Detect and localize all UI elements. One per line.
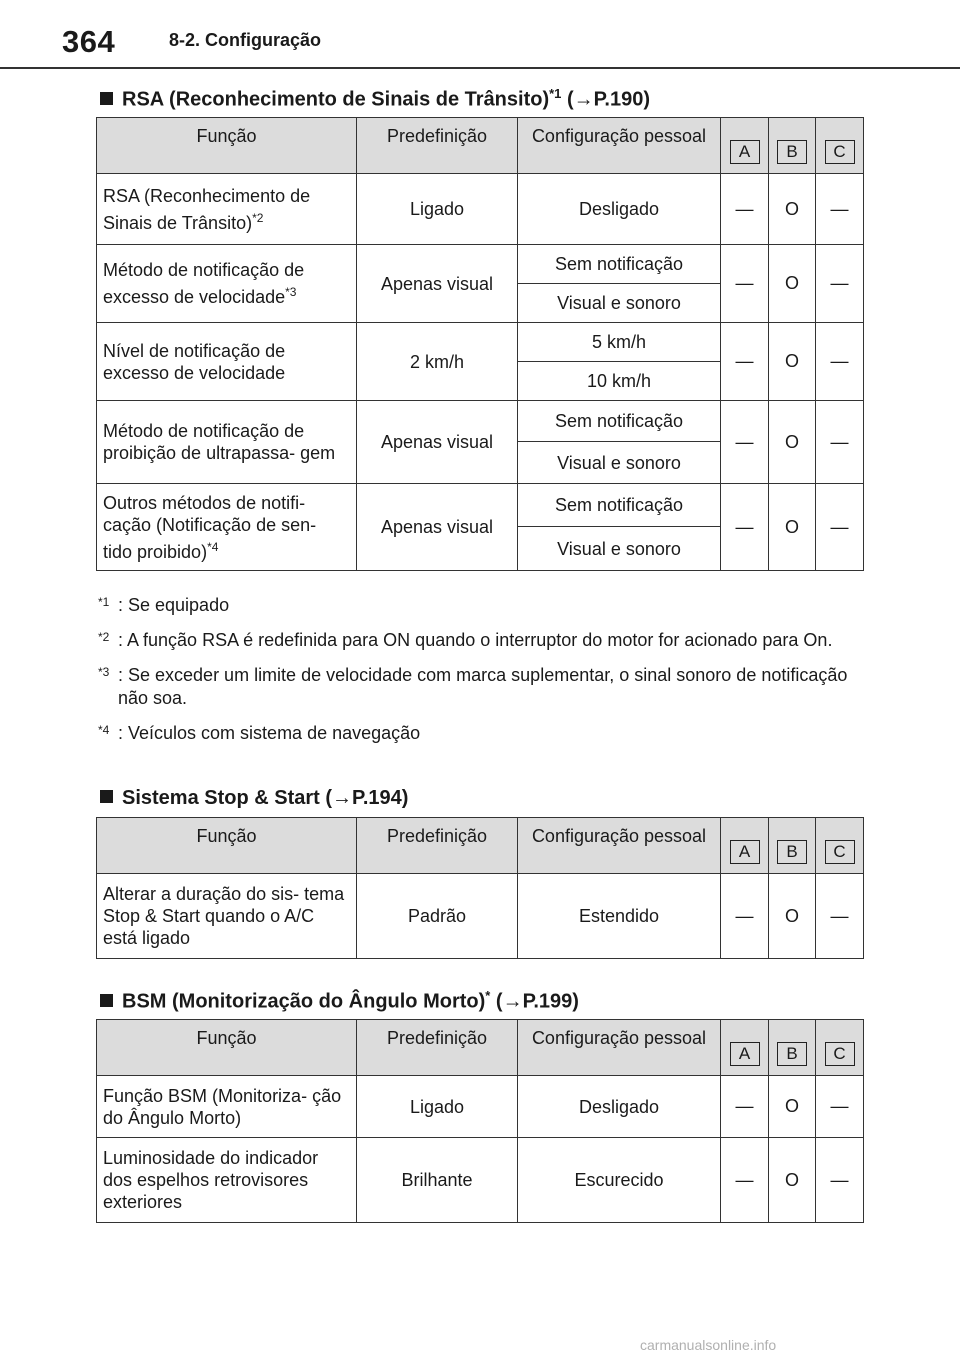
col-header-b bbox=[769, 1020, 816, 1076]
col-header-function: Função bbox=[97, 118, 357, 174]
row-default: Apenas visual bbox=[357, 484, 518, 571]
row-c: — bbox=[816, 874, 864, 959]
table-row bbox=[97, 1138, 864, 1223]
col-header-c bbox=[816, 1020, 864, 1076]
row-c: — bbox=[816, 401, 864, 484]
bsm-page-ref[interactable]: (→P.199) bbox=[495, 990, 579, 1013]
letter-a-box: A bbox=[730, 840, 760, 864]
row-a: — bbox=[721, 1138, 769, 1223]
row-b: O bbox=[769, 174, 816, 245]
letter-a-box: A bbox=[730, 1042, 760, 1066]
table-row bbox=[97, 1076, 864, 1138]
row-option: 5 km/h bbox=[518, 323, 721, 362]
row-function: Função BSM (Monitoriza- ção do Ângulo Morto) bbox=[97, 1076, 357, 1138]
row-default: Apenas visual bbox=[357, 245, 518, 323]
letter-b-box: B bbox=[777, 840, 807, 864]
col-header-b bbox=[769, 818, 816, 874]
row-default: Apenas visual bbox=[357, 401, 518, 484]
col-header-b bbox=[769, 118, 816, 174]
table-row bbox=[97, 323, 864, 362]
row-default: Brilhante bbox=[357, 1138, 518, 1223]
row-default: Padrão bbox=[357, 874, 518, 959]
footnote: *1 : Se equipado bbox=[98, 595, 230, 615]
row-a: — bbox=[721, 174, 769, 245]
table-row bbox=[97, 245, 864, 284]
footnote: *2 : A função RSA é redefinida para ON quando o interruptor do motor for acionado para On. bbox=[98, 630, 833, 650]
row-function: Luminosidade do indicador dos espelhos retrovisores exteriores bbox=[97, 1138, 357, 1223]
page-number: 364 bbox=[62, 24, 116, 59]
col-header-default: Predefinição bbox=[357, 1020, 518, 1076]
rsa-title-footnote: *1 bbox=[549, 86, 562, 101]
row-default: 2 km/h bbox=[357, 323, 518, 401]
row-option: 10 km/h bbox=[518, 362, 721, 401]
row-option: Visual e sonoro bbox=[518, 442, 721, 484]
col-header-default: Predefinição bbox=[357, 118, 518, 174]
row-option: Visual e sonoro bbox=[518, 284, 721, 323]
row-function: Método de notificação de proibição de ultrapassa- gem bbox=[97, 401, 357, 484]
col-header-function: Função bbox=[97, 818, 357, 874]
row-c: — bbox=[816, 1076, 864, 1138]
row-c: — bbox=[816, 323, 864, 401]
row-a: — bbox=[721, 323, 769, 401]
row-a: — bbox=[721, 484, 769, 571]
bsm-title-footnote: * bbox=[485, 988, 491, 1003]
square-bullet-icon bbox=[100, 790, 113, 803]
rsa-heading bbox=[100, 86, 650, 112]
row-function: Outros métodos de notifi- cação (Notificação de sen- tido proibido)$^{*4}$ bbox=[97, 484, 357, 571]
col-header-c bbox=[816, 818, 864, 874]
stop-start-page-ref[interactable]: (→P.194) bbox=[325, 787, 409, 809]
col-header-personal: Configuração pessoal bbox=[518, 1020, 721, 1076]
col-header-c bbox=[816, 118, 864, 174]
rsa-page-ref[interactable]: (→P.190) bbox=[566, 88, 650, 111]
row-option: Desligado bbox=[518, 174, 721, 245]
rsa-settings-table bbox=[96, 117, 864, 571]
letter-a-box: A bbox=[730, 140, 760, 164]
row-b: O bbox=[769, 1138, 816, 1223]
row-a: — bbox=[721, 401, 769, 484]
row-option: Visual e sonoro bbox=[518, 527, 721, 571]
page-header bbox=[0, 0, 960, 68]
table-header-row bbox=[97, 1020, 864, 1076]
row-a: — bbox=[721, 245, 769, 323]
row-function: Método de notificação de excesso de velocidade$^{*3}$ bbox=[97, 245, 357, 323]
row-option: Desligado bbox=[518, 1076, 721, 1138]
row-option: Sem notificação bbox=[518, 484, 721, 527]
bsm-title: BSM (Monitorização do Ângulo Morto) bbox=[122, 990, 486, 1013]
stop-start-settings-table bbox=[96, 817, 864, 959]
col-header-default: Predefinição bbox=[357, 818, 518, 874]
bsm-settings-table bbox=[96, 1019, 864, 1223]
col-header-personal: Configuração pessoal bbox=[518, 818, 721, 874]
row-function: RSA (Reconhecimento de Sinais de Trânsito)$^{*2}$ bbox=[97, 174, 357, 245]
col-header-a bbox=[721, 1020, 769, 1076]
header-divider bbox=[0, 67, 960, 69]
col-header-a bbox=[721, 118, 769, 174]
row-c: — bbox=[816, 174, 864, 245]
row-b: O bbox=[769, 1076, 816, 1138]
footnote: *3 : Se exceder um limite de velocidade com marca suplementar, o sinal sonoro de notificação não soa. bbox=[98, 665, 848, 708]
footnote: *4 : Veículos com sistema de navegação bbox=[98, 723, 421, 743]
row-b: O bbox=[769, 484, 816, 571]
row-a: — bbox=[721, 1076, 769, 1138]
row-default: Ligado bbox=[357, 1076, 518, 1138]
square-bullet-icon bbox=[100, 994, 113, 1007]
row-option: Escurecido bbox=[518, 1138, 721, 1223]
letter-c-box: C bbox=[825, 840, 855, 864]
row-default: Ligado bbox=[357, 174, 518, 245]
section-title: 8-2. Configuração bbox=[169, 30, 322, 50]
rsa-title: RSA (Reconhecimento de Sinais de Trânsito) bbox=[122, 88, 550, 111]
row-function: Alterar a duração do sis- tema Stop & Start quando o A/C está ligado bbox=[97, 874, 357, 959]
letter-c-box: C bbox=[825, 140, 855, 164]
row-a: — bbox=[721, 874, 769, 959]
bsm-heading bbox=[100, 988, 579, 1014]
table-row bbox=[97, 174, 864, 245]
row-c: — bbox=[816, 1138, 864, 1223]
watermark: carmanualsonline.info bbox=[640, 1337, 777, 1353]
row-c: — bbox=[816, 245, 864, 323]
row-option: Sem notificação bbox=[518, 245, 721, 284]
col-header-function: Função bbox=[97, 1020, 357, 1076]
table-header-row bbox=[97, 818, 864, 874]
stop-start-title: Sistema Stop & Start bbox=[122, 787, 320, 809]
stop-start-heading bbox=[100, 787, 408, 810]
letter-b-box: B bbox=[777, 140, 807, 164]
table-row bbox=[97, 484, 864, 527]
footnotes bbox=[98, 594, 858, 757]
square-bullet-icon bbox=[100, 92, 113, 105]
row-b: O bbox=[769, 323, 816, 401]
letter-c-box: C bbox=[825, 1042, 855, 1066]
row-b: O bbox=[769, 245, 816, 323]
row-option: Sem notificação bbox=[518, 401, 721, 442]
col-header-personal: Configuração pessoal bbox=[518, 118, 721, 174]
table-row bbox=[97, 401, 864, 442]
row-function: Nível de notificação de excesso de velocidade bbox=[97, 323, 357, 401]
letter-b-box: B bbox=[777, 1042, 807, 1066]
col-header-a bbox=[721, 818, 769, 874]
row-b: O bbox=[769, 874, 816, 959]
table-header-row bbox=[97, 118, 864, 174]
row-option: Estendido bbox=[518, 874, 721, 959]
row-c: — bbox=[816, 484, 864, 571]
table-row bbox=[97, 874, 864, 959]
row-b: O bbox=[769, 401, 816, 484]
